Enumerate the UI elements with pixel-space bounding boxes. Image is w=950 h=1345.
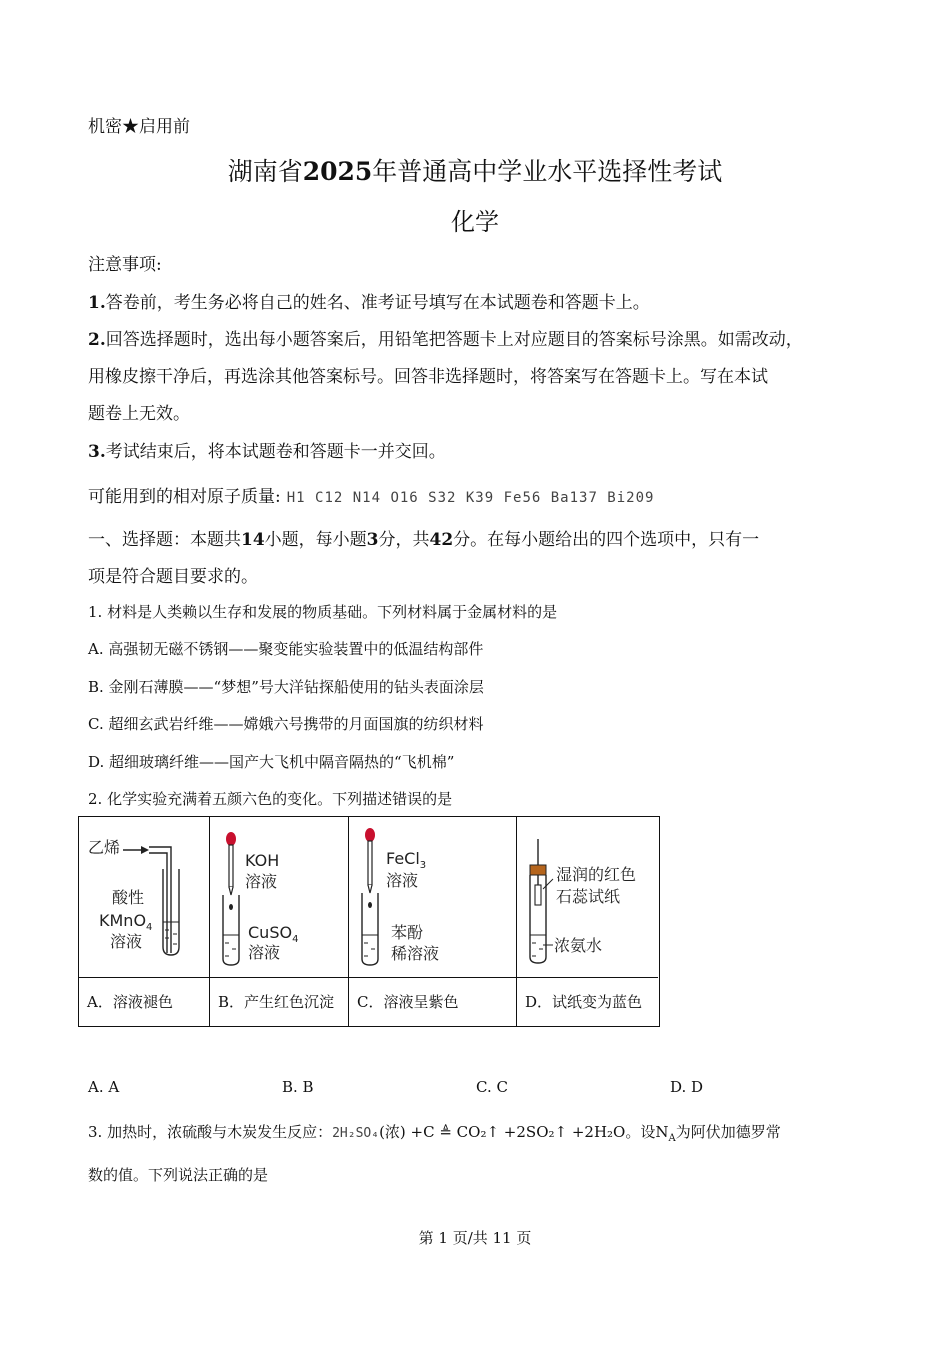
fecl3-label: FeCl$_3$ (386, 849, 427, 872)
q2-figure-table (78, 816, 660, 1027)
q3-equation-image-text: 2H₂SO₄ (332, 1126, 380, 1141)
acidic-label: 酸性 (112, 888, 145, 907)
page-footer: 第 1 页/共 11 页 (418, 1229, 532, 1247)
note-3: 3.考试结束后，将本试题卷和答题卡一并交回。 (88, 442, 446, 462)
litmus-paper-label-1: 湿润的红色 (556, 865, 637, 884)
section-1-line2: 项是符合题目要求的。 (88, 567, 258, 587)
cuso4-label: CuSO$_4$ (248, 923, 299, 946)
q1-option-b: B. 金刚石薄膜——“梦想”号大洋钻探船使用的钻头表面涂层 (88, 678, 484, 696)
q1-option-d: D. 超细玻璃纤维——国产大飞机中隔音隔热的“飞机棉” (88, 753, 455, 771)
solution-label-b-top: 溶液 (245, 872, 278, 891)
phenol-label: 苯酚 (391, 923, 424, 942)
q2-option-b: B. B (282, 1078, 314, 1096)
koh-label: KOH (245, 851, 280, 870)
q1-option-a: A. 高强韧无磁不锈钢——聚变能实验装置中的低温结构部件 (88, 640, 484, 658)
figure-a (79, 817, 210, 977)
caption-b: B．产生红色沉淀 (210, 977, 349, 1026)
dilute-solution-label: 稀溶液 (391, 944, 440, 963)
caption-c: C．溶液呈紫色 (349, 977, 517, 1026)
figure-b (210, 817, 349, 977)
solution-label-b-bottom: 溶液 (248, 943, 281, 962)
figure-d (517, 817, 658, 977)
caption-a: A．溶液褪色 (79, 977, 210, 1026)
note-1: 1.答卷前，考生务必将自己的姓名、准考证号填写在本试题卷和答题卡上。 (88, 293, 650, 313)
section-1-line1: 一、选择题：本题共14小题，每小题3分，共42分。在每小题给出的四个选项中，只有一 (88, 530, 760, 550)
atomic-mass-line: 可能用到的相对原子质量: H1 C12 N14 O16 S32 K39 Fe56 Ba137 Bi209 (88, 487, 655, 507)
ammonia-label: 浓氨水 (554, 936, 603, 955)
note-2-line1: 2.回答选择题时，选出每小题答案后，用铅笔把答题卡上对应题目的答案标号涂黑。如需改动， (88, 330, 803, 350)
q1-option-c: C. 超细玄武岩纤维——嫦娥六号携带的月面国旗的纺织材料 (88, 715, 484, 733)
figure-c (349, 817, 517, 977)
q2-option-c: C. C (476, 1078, 508, 1096)
q3-stem-line1: 3. 加热时，浓硫酸与木炭发生反应：2H₂SO₄(浓) +C ≜ CO₂↑ +2SO₂↑ +2H₂O。设$N_A$为阿伏加德罗常 (88, 1123, 781, 1144)
solution-label-c-top: 溶液 (386, 871, 419, 890)
q3-equation: (浓) +C ≜ CO₂↑ +2SO₂↑ +2H₂O (379, 1123, 626, 1141)
atomic-mass-values: H1 C12 N14 O16 S32 K39 Fe56 Ba137 Bi209 (286, 490, 655, 506)
q2-option-a: A. A (88, 1078, 120, 1096)
kmno4-label: KMnO$_4$ (99, 911, 153, 934)
confidential-label: 机密★启用前 (88, 117, 190, 137)
litmus-paper-label-2: 石蕊试纸 (556, 887, 621, 906)
notes-heading: 注意事项: (88, 255, 162, 275)
caption-d: D．试纸变为蓝色 (517, 977, 658, 1026)
note-2-line2: 用橡皮擦干净后，再选涂其他答案标号。回答非选择题时，将答案写在答题卡上。写在本试 (88, 367, 768, 387)
solution-label-a: 溶液 (110, 932, 143, 951)
note-2-line3: 题卷上无效。 (88, 404, 190, 424)
q2-stem: 2. 化学实验充满着五颜六色的变化。下列描述错误的是 (88, 790, 453, 808)
q3-stem-line2: 数的值。下列说法正确的是 (88, 1166, 269, 1184)
q1-stem: 1. 材料是人类赖以生存和发展的物质基础。下列材料属于金属材料的是 (88, 603, 558, 621)
subject-title: 化学 (451, 208, 499, 236)
exam-title: 湖南省2025年普通高中学业水平选择性考试 (227, 157, 723, 186)
q2-option-d: D. D (670, 1078, 704, 1096)
ethylene-label: 乙烯 (88, 838, 121, 857)
